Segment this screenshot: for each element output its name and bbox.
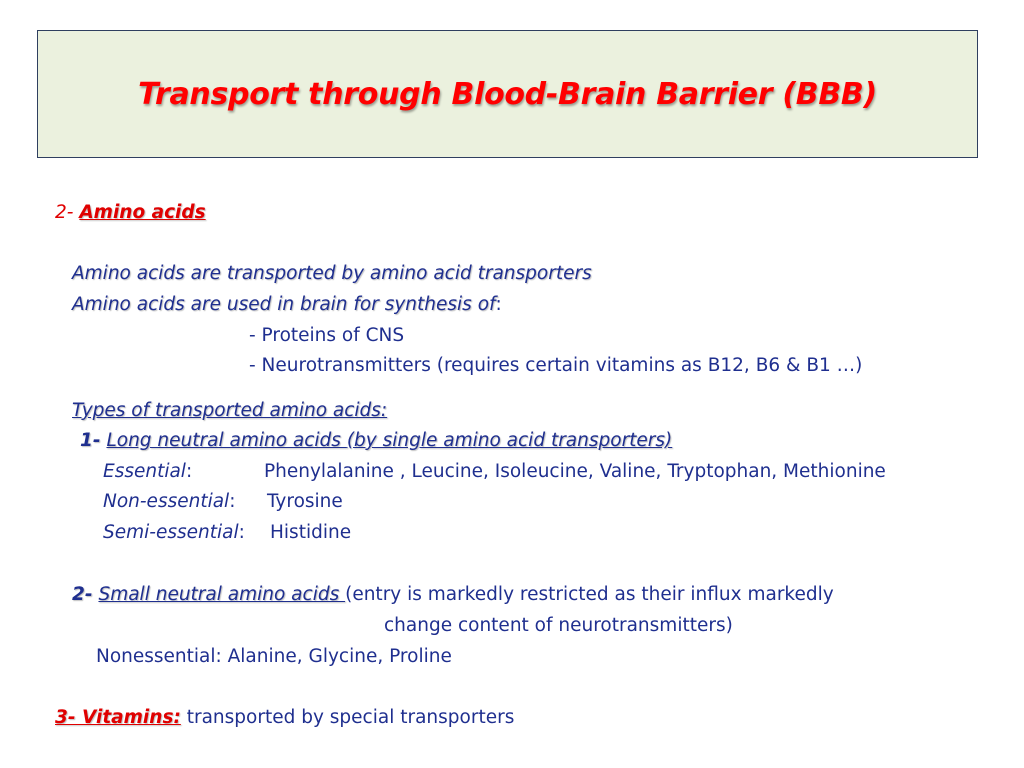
bullet-neurotransmitters: - Neurotransmitters (requires certain vitamins as B12, B6 & B1 …) — [249, 355, 863, 376]
essential-sep: : — [185, 461, 193, 482]
group2-note-line-2: change content of neurotransmitters) — [384, 615, 733, 636]
group2-title: Small neutral amino acids — [98, 584, 346, 605]
section-number: 2- — [55, 202, 74, 223]
title-box — [37, 30, 978, 158]
semiessential-label: Semi-essential — [103, 522, 239, 543]
essential-label: Essential — [103, 461, 186, 482]
essential-row — [103, 460, 192, 484]
nonessential-sep: : — [229, 491, 236, 512]
nonessential-row — [103, 490, 235, 514]
semiessential-row — [103, 521, 245, 545]
group2-number: 2- — [72, 584, 93, 605]
nonessential-values: Tyrosine — [267, 491, 343, 512]
intro-line-1: Amino acids are transported by amino acid transporters — [72, 263, 592, 284]
section-title: Amino acids — [79, 202, 206, 223]
group1-heading — [80, 429, 672, 453]
group1-title: Long neutral amino acids — [106, 430, 347, 451]
section-heading — [55, 201, 206, 225]
bullet-proteins: - Proteins of CNS — [249, 325, 405, 346]
semiessential-sep: : — [238, 522, 245, 543]
intro-line-2-text: Amino acids are used in brain for synthesis of — [72, 294, 496, 315]
types-heading: Types of transported amino acids: — [72, 400, 388, 421]
group1-note: (by single amino acid transporters) — [346, 430, 673, 451]
slide-title: Transport through Blood-Brain Barrier (BBB) — [138, 76, 877, 112]
vitamins-text: transported by special transporters — [180, 707, 515, 728]
essential-values: Phenylalanine , Leucine, Isoleucine, Valine, Tryptophan, Methionine — [264, 461, 886, 482]
group1-number: 1- — [80, 430, 101, 451]
vitamins-row — [55, 706, 514, 730]
group2-nonessential: Nonessential: Alanine, Glycine, Proline — [96, 646, 452, 667]
semiessential-values: Histidine — [270, 522, 352, 543]
intro-line-2 — [72, 293, 502, 317]
intro-line-2-colon: : — [495, 294, 502, 315]
nonessential-label: Non-essential — [103, 491, 230, 512]
group2-heading — [72, 583, 834, 607]
group2-note-line-1: (entry is markedly restricted as their influx markedly — [345, 584, 834, 605]
vitamins-label: 3- Vitamins: — [55, 707, 181, 728]
